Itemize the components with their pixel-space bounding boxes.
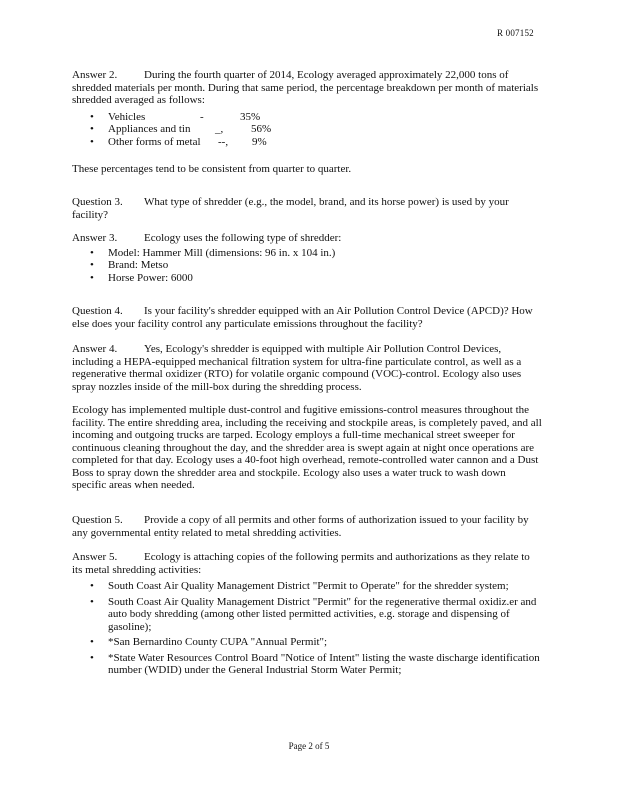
material-name: Other forms of metal bbox=[108, 135, 201, 148]
answer-4 bbox=[72, 343, 542, 492]
answer-2 bbox=[72, 69, 542, 176]
material-separator: _, bbox=[215, 123, 224, 135]
question-4-label: Question 4. bbox=[72, 305, 123, 317]
material-percent: 35% bbox=[240, 110, 261, 123]
list-item: • South Coast Air Quality Management District "Permit to Operate" for the shredder system; bbox=[90, 580, 509, 592]
answer-2-label: Answer 2. bbox=[72, 69, 118, 81]
question-5-text: Provide a copy of all permits and other forms of authorization issued to your facility by any governmental entity related to metal shredding activities. bbox=[72, 514, 529, 539]
answer-5 bbox=[72, 551, 542, 677]
list-item: • Horse Power: 6000 bbox=[90, 271, 193, 284]
question-4-text: Is your facility's shredder equipped with an Air Pollution Control Device (APCD)? How else does your facility control any particulate emissions throughout the facility? bbox=[72, 305, 533, 330]
answer-3-text: Ecology uses the following type of shredder: bbox=[144, 232, 342, 244]
list-item: • Appliances and tin _, 56% bbox=[90, 123, 272, 135]
shredder-spec-list bbox=[72, 247, 542, 285]
list-item: • South Coast Air Quality Management District "Permit" for the regenerative thermal oxidiz.er and auto body shredding (among other listed permitted activities, e.g. storage and dispensing of gasoline); bbox=[90, 595, 537, 633]
answer-3-label: Answer 3. bbox=[72, 232, 118, 244]
answer-4-text: Yes, Ecology's shredder is equipped with multiple Air Pollution Control Devices, including a HEPA-equipped mechanical filtration system for ultra-fine particulate control, as well as a regenerative thermal oxidizer (RTO) for volatile organic compound (VOC)-control. Ecology also uses spray nozzles inside of the mill-box during the shredding process. bbox=[72, 343, 522, 393]
material-separator: - bbox=[200, 110, 204, 123]
question-3-label: Question 3. bbox=[72, 196, 123, 208]
question-3 bbox=[72, 196, 542, 221]
answer-4-label: Answer 4. bbox=[72, 343, 118, 355]
question-4 bbox=[72, 305, 542, 330]
page-number: Page 2 of 5 bbox=[288, 741, 330, 751]
list-item: • Vehicles - 35% bbox=[90, 110, 261, 123]
list-item: • Other forms of metal --, 9% bbox=[90, 135, 267, 148]
bates-number: R 007152 bbox=[497, 28, 534, 38]
material-name: Vehicles bbox=[108, 110, 146, 123]
answer-3 bbox=[72, 232, 542, 284]
material-separator: --, bbox=[218, 135, 229, 148]
material-percent: 9% bbox=[252, 135, 267, 148]
question-5 bbox=[72, 514, 542, 539]
answer-5-text: Ecology is attaching copies of the following permits and authorizations as they relate to its metal shredding activities: bbox=[72, 551, 530, 576]
material-breakdown-list bbox=[72, 111, 542, 149]
answer-2-note: These percentages tend to be consistent from quarter to quarter. bbox=[72, 163, 352, 175]
list-item: • Model: Hammer Mill (dimensions: 96 in. x 104 in.) bbox=[90, 246, 336, 259]
list-item: • Brand: Metso bbox=[90, 259, 169, 271]
list-item: • *San Bernardino County CUPA "Annual Permit"; bbox=[90, 636, 328, 648]
answer-4-paragraph-2: Ecology has implemented multiple dust-control and fugitive emissions-control measures throughout the facility. The entire shredding area, including the receiving and stockpile areas, is completely paved, and all incoming and outgoing trucks are tarped. Ecology employs a full-time mechanical street sweeper for continuous cleaning throughout the day, and the shredder area is swept again at night once operations are completed for that day. Ecology uses a 40-foot high overhead, remote-controlled water cannon and a Dust Boss to spray down the shredder area and stockpile. Ecology also uses a water truck to wash down specific areas when needed. bbox=[72, 404, 542, 491]
permits-list bbox=[72, 580, 542, 677]
list-item: • *State Water Resources Control Board "Notice of Intent" listing the waste discharge identification number (WDID) under the General Industrial Storm Water Permit; bbox=[90, 651, 540, 676]
answer-5-label: Answer 5. bbox=[72, 551, 118, 563]
question-3-text: What type of shredder (e.g., the model, brand, and its horse power) is used by your facility? bbox=[72, 196, 509, 221]
answer-2-text: During the fourth quarter of 2014, Ecology averaged approximately 22,000 tons of shredded materials per month. During that same period, the percentage breakdown per month of materials shredded averaged as follows: bbox=[72, 69, 539, 106]
answer-2-paragraph bbox=[72, 69, 542, 107]
material-name: Appliances and tin bbox=[108, 123, 191, 135]
material-percent: 56% bbox=[251, 123, 272, 135]
question-5-label: Question 5. bbox=[72, 514, 123, 526]
